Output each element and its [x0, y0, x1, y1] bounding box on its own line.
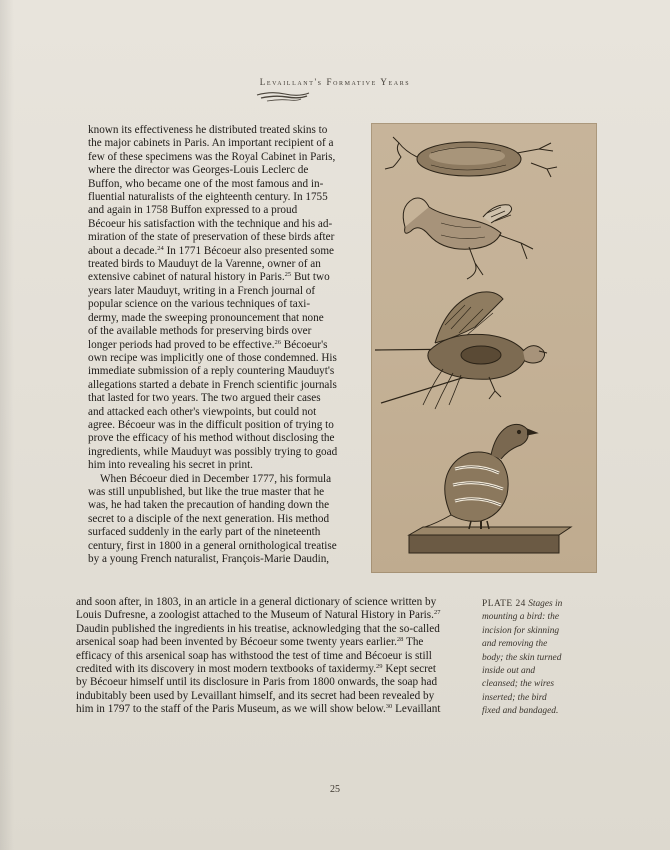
- text-segment: about a decade.: [88, 244, 158, 257]
- footnote-ref: 30: [385, 703, 393, 711]
- text-segment: extensive cabinet of natural history in Paris.: [88, 271, 285, 284]
- text-line: agree. Bécoeur was in the difficult position of trying to: [88, 418, 334, 431]
- caption-line: mounting a bird: the: [482, 612, 559, 623]
- continuation-text: [76, 596, 440, 717]
- text-line: prove the efficacy of his method without disclosing the: [88, 432, 335, 445]
- text-line: of the available methods for preserving birds over: [88, 325, 312, 338]
- text-segment: In 1771 Bécoeur also presented some: [163, 244, 335, 257]
- text-line: years later Mauduyt, writing in a French journal of: [88, 284, 316, 297]
- text-line: few of these specimens was the Royal Cabinet in Paris,: [88, 150, 336, 163]
- page-number: 25: [330, 784, 340, 795]
- text-line: efficacy of this arsenical soap has withstood the test of time and Bécoeur is still: [76, 649, 432, 662]
- text-line: immediate submission of a reply countering Mauduyt's: [88, 365, 335, 378]
- text-line: allegations started a debate in French scientific journals: [88, 378, 337, 391]
- text-line: where the director was Georges-Louis Leclerc de: [88, 164, 309, 177]
- caption-segment: Stages in: [528, 599, 563, 609]
- text-line: own recipe was implicitly one of those condemned. His: [88, 351, 337, 364]
- caption-line: and removing the: [482, 639, 548, 650]
- text-line: miration of the state of preservation of these birds after: [88, 231, 335, 244]
- text-line: was still unpublished, but like the true master that he: [88, 485, 325, 498]
- caption-line: inserted; the bird: [482, 692, 547, 703]
- text-segment: credited with its discovery in most modern textbooks of taxidermy.: [76, 663, 377, 676]
- bird-mounting-engraving-icon: [371, 123, 597, 573]
- text-line: [88, 245, 337, 258]
- caption-line: [482, 598, 602, 611]
- text-line: fluential naturalists of the eighteenth century. In 1755: [88, 191, 328, 204]
- text-segment: him in 1797 to the staff of the Paris Museum, as we will show below.: [76, 703, 386, 716]
- text-segment: The: [403, 636, 424, 649]
- footnote-ref: 28: [396, 636, 404, 644]
- text-line: century, first in 1800 in a general ornithological treatise: [88, 539, 337, 552]
- footnote-ref: 27: [433, 609, 441, 617]
- text-segment: Kept secret: [382, 663, 436, 676]
- footnote-ref: 24: [157, 244, 164, 252]
- text-line: was, he had taken the precaution of handing down the: [88, 499, 330, 512]
- text-segment: Louis Dufresne, a zoologist attached to the Museum of Natural History in Paris.: [76, 609, 434, 622]
- text-line: popular science on the various techniques of taxi-: [88, 298, 311, 311]
- caption-line: fixed and bandaged.: [482, 706, 559, 717]
- text-line: indubitably been used by Levaillant himself, and its secret had been revealed by: [76, 689, 435, 702]
- text-segment: But two: [291, 271, 330, 284]
- plate-24-illustration: [371, 123, 597, 573]
- text-line: [88, 271, 337, 284]
- text-line: him into revealing his secret in print.: [88, 459, 253, 472]
- text-line: and again in 1758 Buffon expressed to a proud: [88, 204, 298, 217]
- text-line: [76, 636, 440, 649]
- text-line: [76, 663, 440, 676]
- plate-caption: [482, 598, 602, 719]
- main-text-column: [88, 124, 337, 566]
- text-line: by a young French naturalist, François-Marie Daudin,: [88, 553, 330, 565]
- text-line: and attacked each other's viewpoints, but could not: [88, 405, 317, 418]
- text-segment: Levaillant: [392, 703, 441, 716]
- caption-line: inside out and: [482, 666, 536, 677]
- caption-line: cleansed; the wires: [482, 679, 555, 690]
- text-line: by Bécoeur himself until its disclosure in Paris from 1800 onwards, the soap had: [76, 676, 438, 689]
- footnote-ref: 29: [376, 663, 383, 671]
- text-line: [76, 703, 440, 716]
- caption-line: body; the skin turned: [482, 652, 562, 663]
- running-head: Levaillant's Formative Years: [259, 77, 411, 87]
- text-line: the major cabinets in Paris. An important recipient of a: [88, 137, 334, 150]
- footnote-ref: 26: [274, 338, 281, 346]
- text-line: [88, 339, 337, 352]
- text-line: Buffon, who became one of the most famous and in-: [88, 177, 324, 190]
- text-segment: Bécoeur's: [281, 338, 328, 351]
- text-line: Bécoeur his satisfaction with the technique and his ad-: [88, 217, 333, 230]
- text-line: surfaced suddenly in the early part of the nineteenth: [88, 526, 321, 539]
- ornament-flourish-icon: [255, 90, 311, 104]
- text-line: ingredients, while Mauduyt was possibly trying to goad: [88, 445, 338, 458]
- text-segment: arsenical soap had been invented by Bécoeur some twenty years earlier.: [76, 636, 397, 649]
- text-line: secret to a disciple of the next generation. His method: [88, 512, 330, 525]
- text-line: Daudin published the ingredients in his treatise, acknowledging that the so-called: [76, 622, 440, 635]
- text-line: and soon after, in 1803, in an article in a general dictionary of science written by: [76, 596, 437, 608]
- plate-label: PLATE 24: [482, 599, 526, 609]
- footnote-ref: 25: [284, 271, 292, 279]
- text-line: treated birds to Mauduyt de la Varenne, owner of an: [88, 258, 321, 271]
- caption-line: incision for skinning: [482, 625, 560, 636]
- text-line: known its effectiveness he distributed treated skins to: [88, 124, 328, 136]
- text-segment: longer periods had proved to be effective.: [88, 338, 275, 351]
- text-line: that lasted for two years. The two argued their cases: [88, 392, 321, 405]
- text-line: [76, 609, 440, 622]
- text-line: When Bécoeur died in December 1777, his formula: [100, 472, 332, 485]
- text-line: dermy, made the sweeping pronouncement that none: [88, 311, 324, 324]
